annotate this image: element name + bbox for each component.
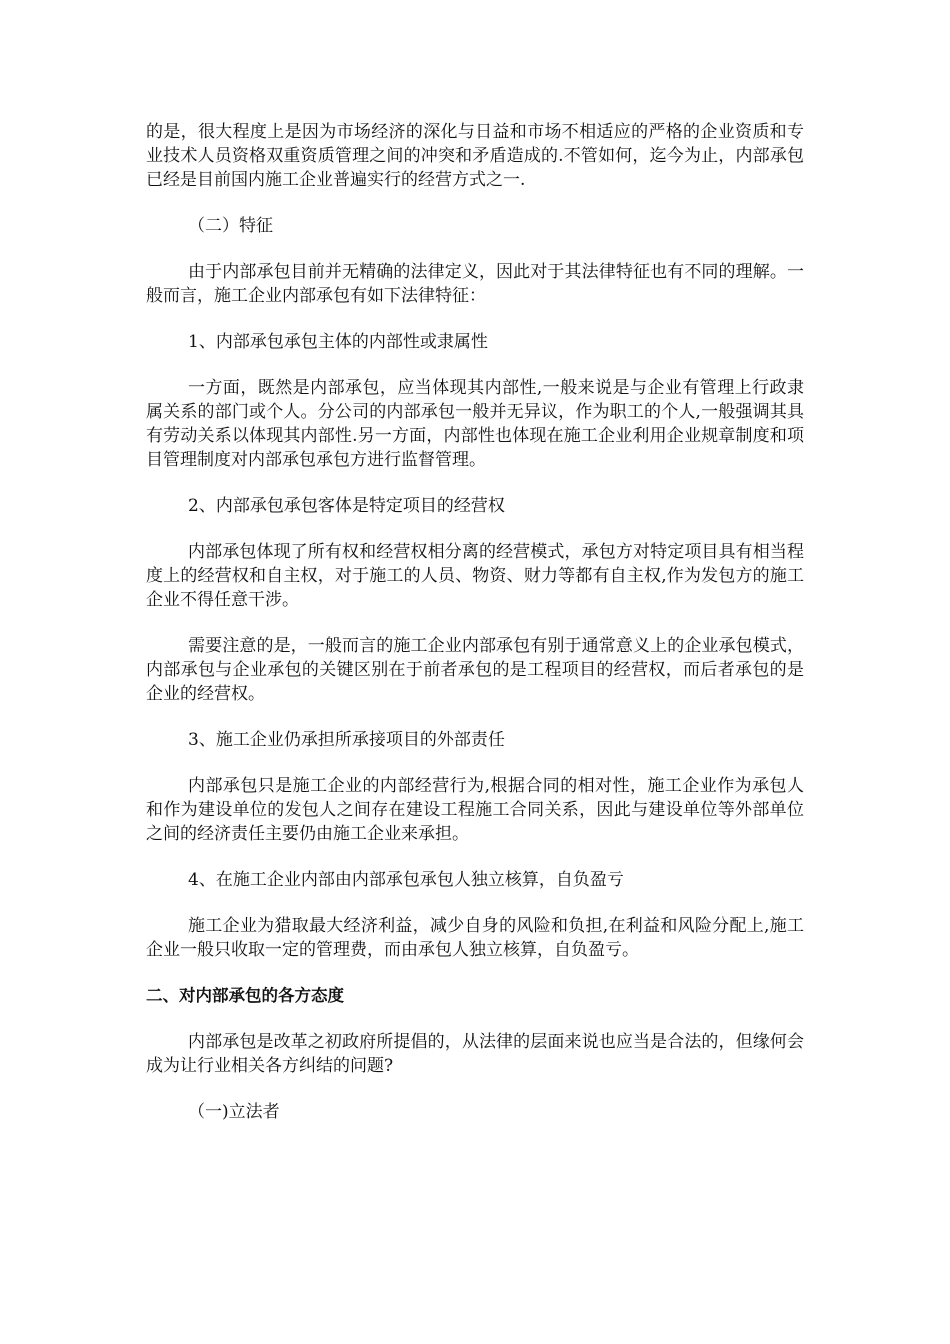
paragraph-4: 施工企业为猎取最大经济利益，减少自身的风险和负担,在利益和风险分配上,施工企业一般只收取一定的管理费，而由承包人独立核算，自负盈亏。	[146, 916, 804, 960]
subheading-3: 3、施工企业仍承担所承接项目的外部责任	[188, 730, 505, 750]
paragraph-2b: 需要注意的是，一般而言的施工企业内部承包有别于通常意义上的企业承包模式，内部承包与企业承包的关键区别在于前者承包的是工程项目的经营权，而后者承包的是企业的经营权。	[146, 636, 804, 704]
paragraph-1: 一方面，既然是内部承包，应当体现其内部性,一般来说是与企业有管理上行政隶属关系的部门或个人。分公司的内部承包一般并无异议，作为职工的个人,一般强调其具有劳动关系以体现其内部性.另一方面，内部性也体现在施工企业利用企业规章制度和项目管理制度对内部承包承包方进行监督管理。	[146, 378, 804, 470]
paragraph-features-intro: 由于内部承包目前并无精确的法律定义，因此对于其法律特征也有不同的理解。一般而言，施工企业内部承包有如下法律特征：	[146, 262, 804, 306]
subheading-1: 1、内部承包承包主体的内部性或隶属性	[188, 332, 488, 352]
paragraph-3: 内部承包只是施工企业的内部经营行为,根据合同的相对性，施工企业作为承包人和作为建设单位的发包人之间存在建设工程施工合同关系，因此与建设单位等外部单位之间的经济责任主要仍由施工企业来承担。	[146, 776, 804, 844]
document-body	[146, 120, 804, 1124]
section-heading-attitudes: 二、对内部承包的各方态度	[146, 986, 344, 1005]
subheading-4: 4、在施工企业内部由内部承包承包人独立核算，自负盈亏	[188, 870, 624, 890]
paragraph-attitudes-intro: 内部承包是改革之初政府所提倡的，从法律的层面来说也应当是合法的，但缘何会成为让行业相关各方纠结的问题?	[146, 1032, 804, 1076]
paragraph-continuation: 的是，很大程度上是因为市场经济的深化与日益和市场不相适应的严格的企业资质和专业技术人员资格双重资质管理之间的冲突和矛盾造成的.不管如何，迄今为止，内部承包已经是目前国内施工企业普遍实行的经营方式之一.	[146, 122, 804, 190]
subheading-2: 2、内部承包承包客体是特定项目的经营权	[188, 496, 505, 516]
section-heading-features: （二）特征	[188, 216, 273, 236]
subheading-legislator: （一)立法者	[188, 1102, 280, 1122]
paragraph-2a: 内部承包体现了所有权和经营权相分离的经营模式，承包方对特定项目具有相当程度上的经营权和自主权，对于施工的人员、物资、财力等都有自主权,作为发包方的施工企业不得任意干涉。	[146, 542, 804, 610]
